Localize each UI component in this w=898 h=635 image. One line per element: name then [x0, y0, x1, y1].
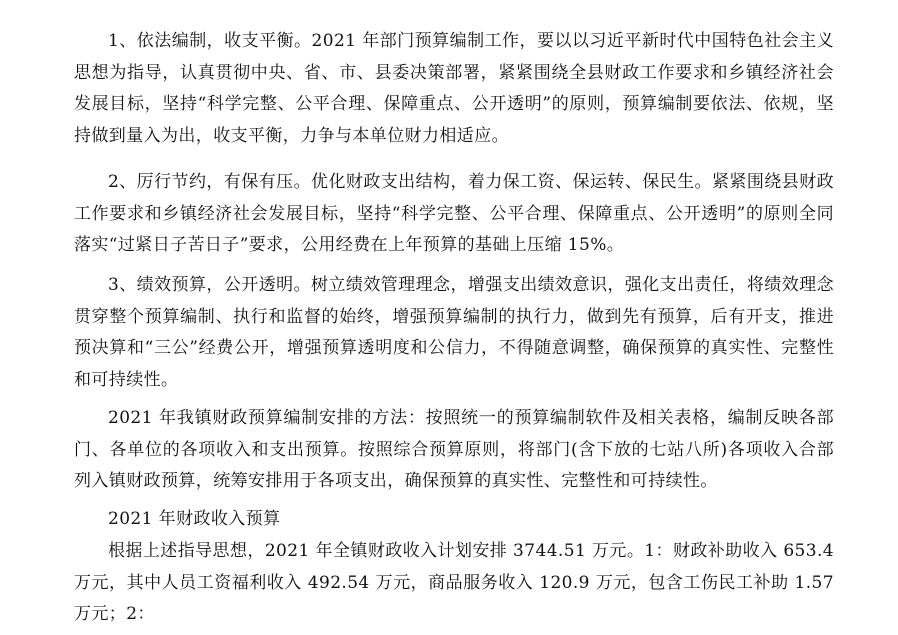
paragraph-method: 2021 年我镇财政预算编制安排的方法：按照统一的预算编制软件及相关表格，编制反映各部门、各单位的各项收入和支出预算。按照综合预算原则，将部门(含下放的七站八所)各项收入合部列入镇财政预算，统筹安排用于各项支出，确保预算的真实性、完整性和可持续性。: [74, 408, 834, 491]
paragraph-principle-2: 2、厉行节约，有保有压。优化财政支出结构，着力保工资、保运转、保民生。紧紧围绕县财政工作要求和乡镇经济社会发展目标，坚持“科学完整、公平合理、保障重点、公开透明”的原则全同落实“过紧日子苦日子”要求，公用经费在上年预算的基础上压缩 15%。: [74, 172, 834, 255]
paragraph-revenue-detail: 根据上述指导思想，2021 年全镇财政收入计划安排 3744.51 万元。1：财政补助收入 653.4 万元，其中人员工资福利收入 492.54 万元，商品服务收入 120.9 万元，包含工伤民工补助 1.57 万元；2：: [74, 541, 834, 624]
paragraph-principle-3: 3、绩效预算，公开透明。树立绩效管理理念，增强支出绩效意识，强化支出责任，将绩效理念贯穿整个预算编制、执行和监督的始终，增强预算编制的执行力，做到先有预算，后有开支，推进预决算和“三公”经费公开，增强预算透明度和公信力，不得随意调整，确保预算的真实性、完整性和可持续性。: [74, 275, 834, 390]
paragraph-principle-1: 1、依法编制，收支平衡。2021 年部门预算编制工作，要以以习近平新时代中国特色社会主义思想为指导，认真贯彻中央、省、市、县委决策部署，紧紧围绕全县财政工作要求和乡镇经济社会发展目标，坚持“科学完整、公平合理、保障重点、公开透明”的原则，预算编制要依法、依规，坚持做到量入为出，收支平衡，力争与本单位财力相适应。: [74, 31, 834, 146]
section-heading-revenue-budget: 2021 年财政收入预算: [108, 509, 281, 529]
